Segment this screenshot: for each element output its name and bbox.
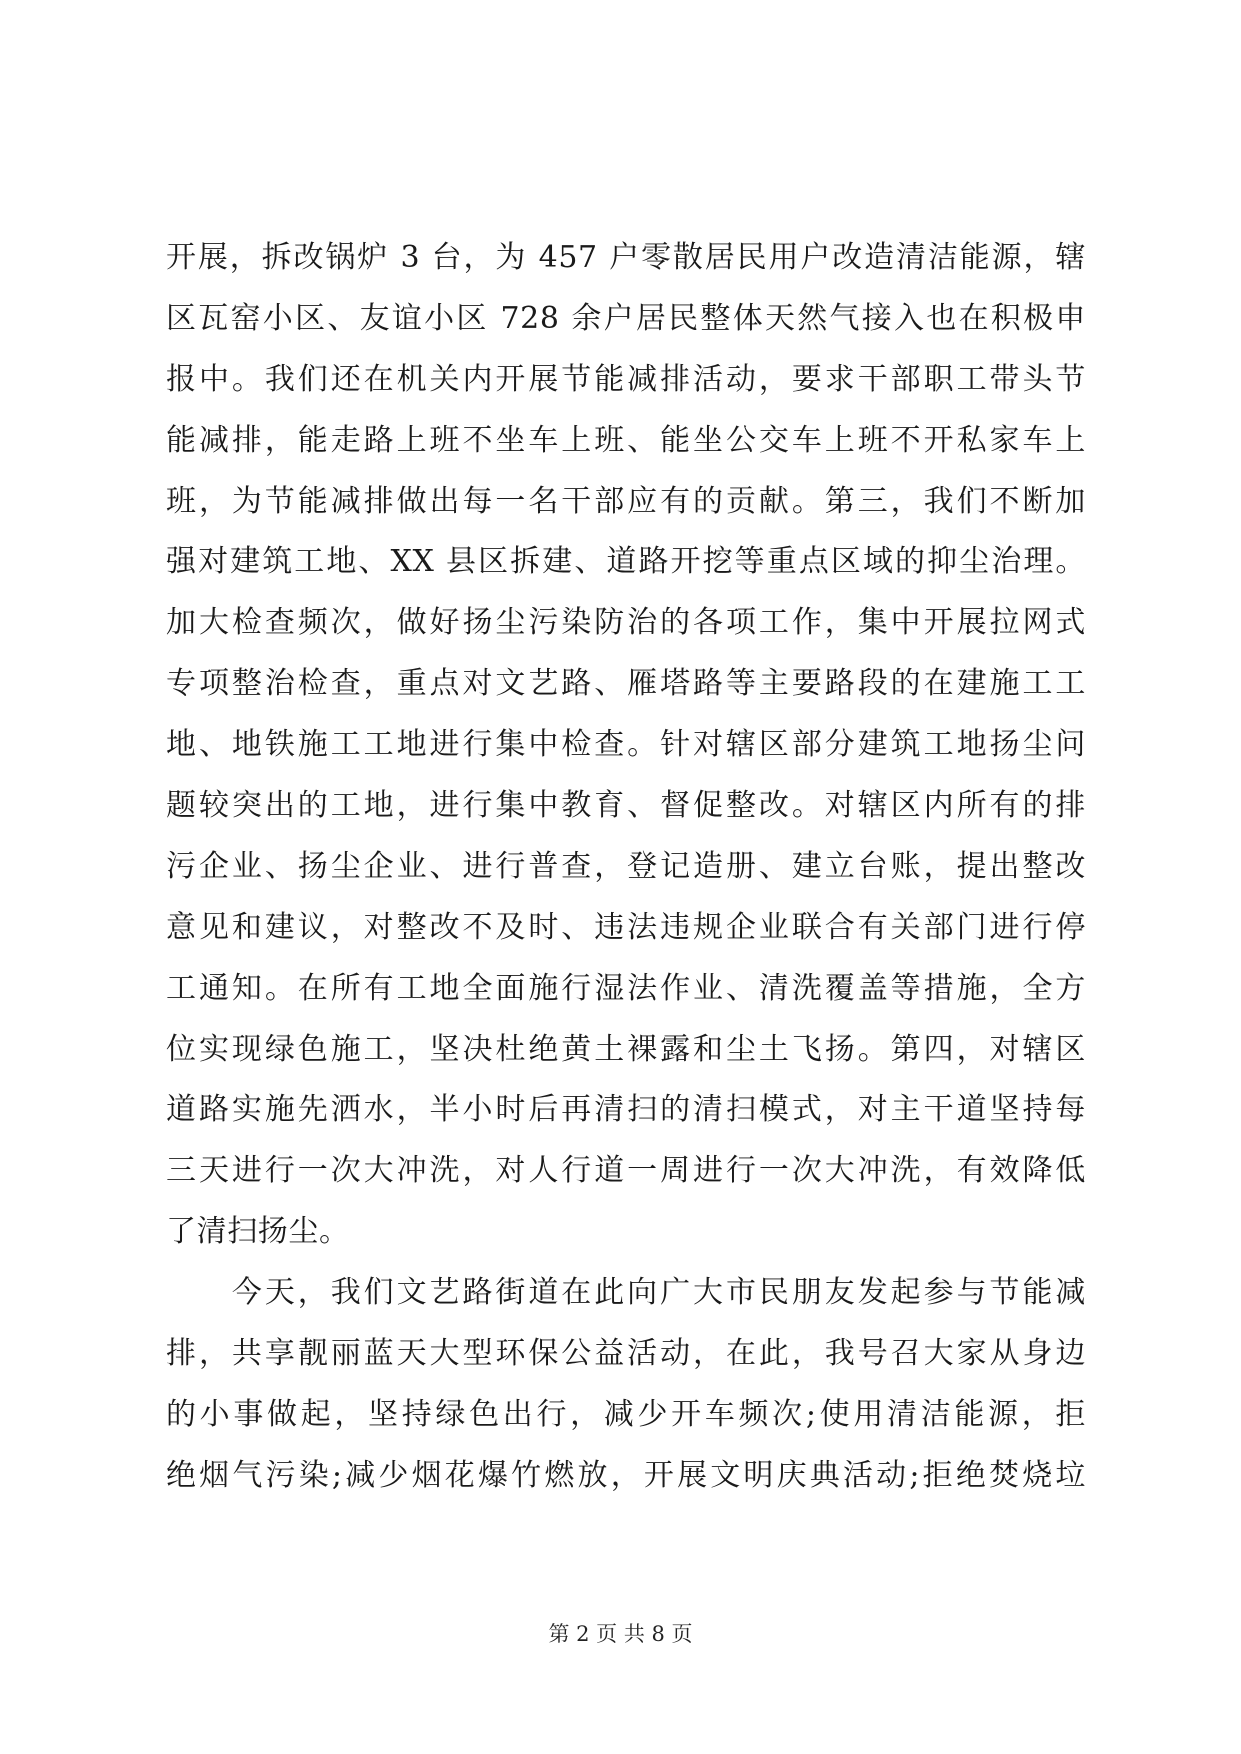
text-line: 意见和建议，对整改不及时、违法违规企业联合有关部门进行停 [166, 909, 1086, 945]
text-line: 地、地铁施工工地进行集中检查。针对辖区部分建筑工地扬尘问 [166, 727, 1086, 763]
text-line: 的小事做起，坚持绿色出行，减少开车频次;使用清洁能源，拒 [166, 1396, 1086, 1432]
text-line: 道路实施先洒水，半小时后再清扫的清扫模式，对主干道坚持每 [166, 1092, 1086, 1128]
body-text [166, 228, 1086, 1507]
text-line: 了清扫扬尘。 [166, 1214, 350, 1250]
text-line: 污企业、扬尘企业、进行普查，登记造册、建立台账，提出整改 [166, 848, 1086, 884]
text-line: 三天进行一次大冲洗，对人行道一周进行一次大冲洗，有效降低 [166, 1153, 1086, 1189]
text-line: 位实现绿色施工，坚决杜绝黄土裸露和尘土飞扬。第四，对辖区 [166, 1031, 1086, 1067]
text-line: 排，共享靓丽蓝天大型环保公益活动，在此，我号召大家从身边 [166, 1336, 1086, 1372]
text-line: 工通知。在所有工地全面施行湿法作业、清洗覆盖等措施，全方 [166, 970, 1086, 1006]
text-line: 区瓦窑小区、友谊小区 728 余户居民整体天然气接入也在积极申 [166, 300, 1086, 336]
text-line: 强对建筑工地、XX 县区拆建、道路开挖等重点区域的抑尘治理。 [166, 544, 1086, 580]
text-line: 绝烟气污染;减少烟花爆竹燃放，开展文明庆典活动;拒绝焚烧垃 [166, 1457, 1086, 1493]
text-line: 专项整治检查，重点对文艺路、雁塔路等主要路段的在建施工工 [166, 666, 1086, 702]
text-line: 加大检查频次，做好扬尘污染防治的各项工作，集中开展拉网式 [166, 605, 1086, 641]
text-line: 能减排，能走路上班不坐车上班、能坐公交车上班不开私家车上 [166, 422, 1086, 458]
text-line: 开展，拆改锅炉 3 台，为 457 户零散居民用户改造清洁能源，辖 [166, 240, 1086, 275]
text-line: 报中。我们还在机关内开展节能减排活动，要求干部职工带头节 [166, 361, 1086, 397]
text-line: 今天，我们文艺路街道在此向广大市民朋友发起参与节能减 [166, 1275, 1086, 1311]
text-line: 班，为节能减排做出每一名干部应有的贡献。第三，我们不断加 [166, 483, 1086, 519]
page-footer: 第 2 页 共 8 页 [548, 1622, 693, 1646]
text-line: 题较突出的工地，进行集中教育、督促整改。对辖区内所有的排 [166, 788, 1086, 824]
